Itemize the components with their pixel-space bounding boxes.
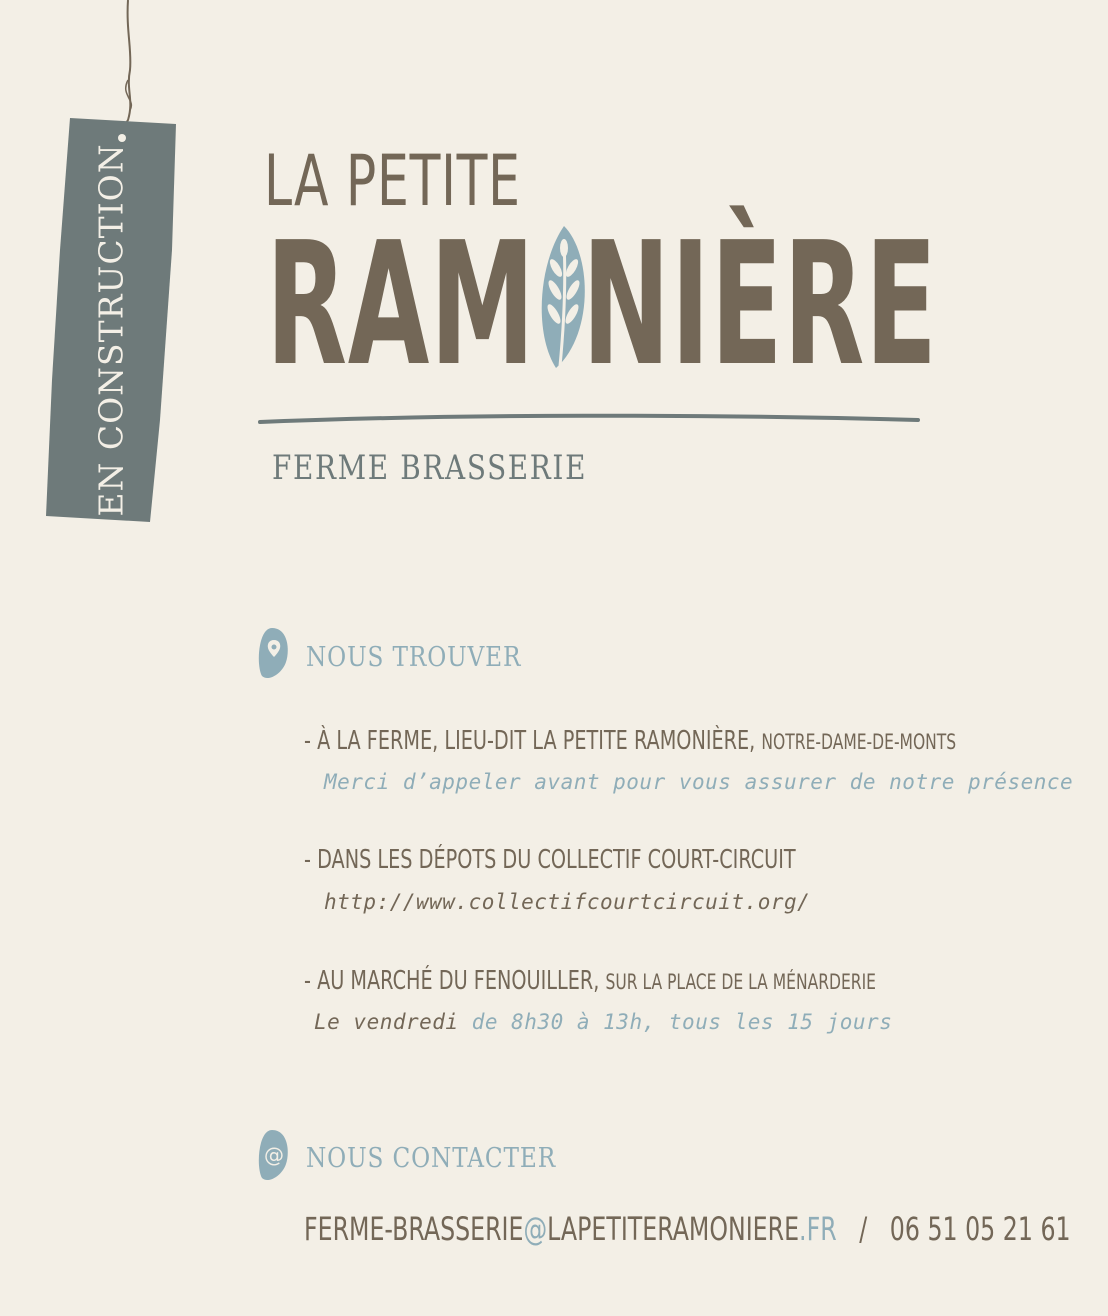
logo-divider [258,410,922,430]
at-sign-icon [258,1128,290,1184]
market-day: Le vendredi [314,1010,459,1034]
market-frequency: tous les 15 jours [668,1010,893,1034]
list-item-collective [304,845,796,875]
email-local: FERME-BRASSERIE [304,1210,524,1248]
email-domain: LAPETITERAMONIERE [547,1210,800,1248]
email-tld: .FR [799,1210,837,1248]
farm-town: NOTRE-DAME-DE-MONTS [761,730,957,754]
location-pin-icon [258,626,290,682]
farm-note: Merci d’appeler avant pour vous assurer de notre présence [324,770,1074,794]
construction-tag [0,0,200,540]
market-place: SUR LA PLACE DE LA MÉNARDERIE [605,970,876,994]
logo-wordmark [266,206,938,404]
contact-title: NOUS CONTACTER [306,1143,557,1174]
list-dash: - [304,845,318,875]
list-dash: - [304,726,318,756]
email-at: @ [523,1210,548,1248]
farm-address: À LA FERME, LIEU-DIT LA PETITE RAMONIÈRE, [317,726,756,756]
logo-wordmark-part2: NIÈRE [582,206,938,404]
contact-details [304,1210,1071,1248]
market-name: AU MARCHÉ DU FENOUILLER, [317,966,600,996]
find-us-title: NOUS TROUVER [306,642,522,673]
list-item-market [304,966,876,996]
list-dash: - [304,966,318,996]
phone-number[interactable]: 06 51 05 21 61 [889,1210,1071,1248]
logo-subtitle: FERME BRASSERIE [272,448,588,488]
collective-url-link[interactable]: http://www.collectifcourtcircuit.org/ [324,890,811,914]
tag-label: EN CONSTRUCTION [91,143,131,517]
market-schedule [314,1010,892,1034]
svg-text:@: @ [264,1143,284,1167]
list-item-farm [304,726,956,756]
email-link[interactable] [304,1210,837,1248]
market-hours: de 8h30 à 13h, [471,1010,656,1034]
contact-separator: / [859,1210,868,1248]
logo-line1: LA PETITE [264,140,521,222]
logo-wordmark-part1: RAM [266,206,536,404]
collective-text: DANS LES DÉPOTS DU COLLECTIF COURT-CIRCUIT [317,845,796,875]
